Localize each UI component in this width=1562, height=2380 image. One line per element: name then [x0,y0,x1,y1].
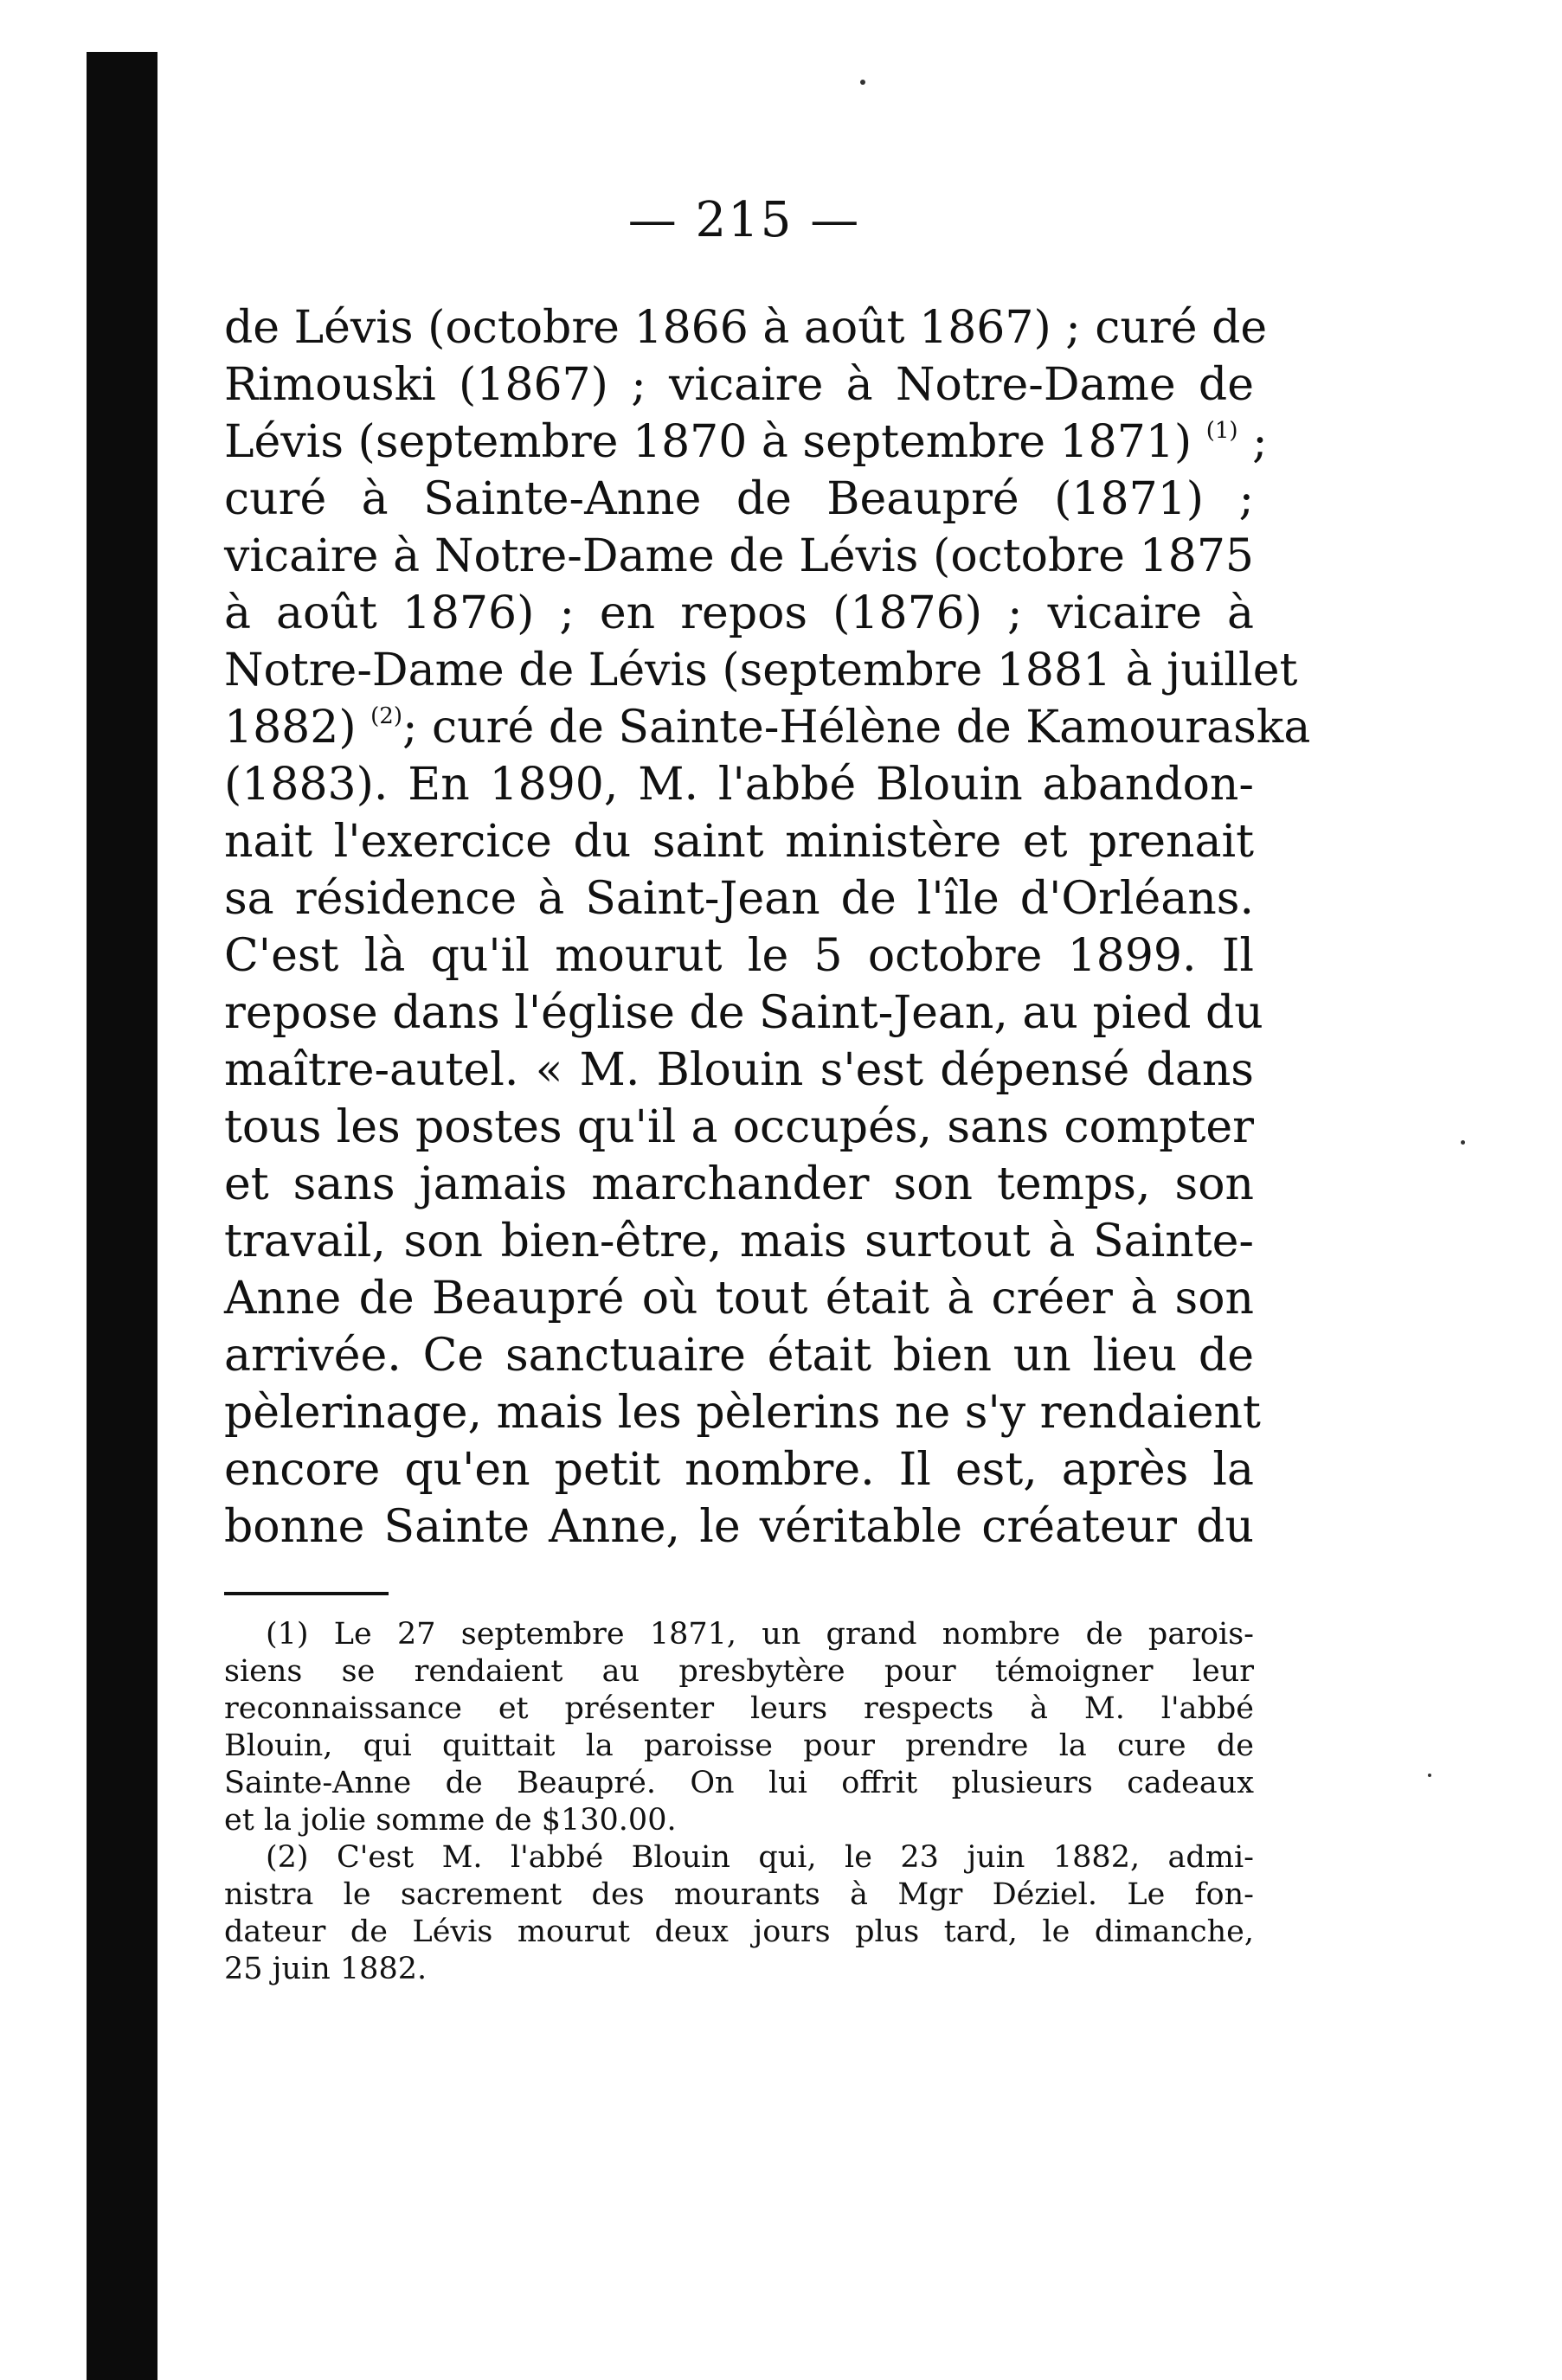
body-line: tous les postes qu'il a occupés, sans compter [224,1101,1254,1153]
footnote-line: (2) C'est M. l'abbé Blouin qui, le 23 juin 1882, admi- [266,1840,1254,1875]
body-line: maître-autel. « M. Blouin s'est dépensé dans [224,1044,1254,1096]
body-line: vicaire à Notre-Dame de Lévis (octobre 1875 [224,530,1254,582]
footnote-line: Sainte-Anne de Beaupré. On lui offrit plusieurs cadeaux [224,1766,1254,1800]
body-line: Rimouski (1867) ; vicaire à Notre-Dame de [224,359,1254,411]
body-line [224,699,1311,756]
binding-shadow [87,52,157,2380]
body-line [224,414,1268,471]
body-line: travail, son bien-être, mais surtout à Sainte- [224,1216,1254,1267]
footnote-2 [224,1839,1254,1988]
page-number-header: — 215 — [627,192,861,248]
body-line: à août 1876) ; en repos (1876) ; vicaire à [224,587,1254,639]
dust-speck [1428,1774,1431,1777]
footnote-line: Blouin, qui quittait la paroisse pour prendre la cure de [224,1729,1254,1763]
body-line: arrivée. Ce sanctuaire était bien un lieu de [224,1330,1254,1382]
body-line: Anne de Beaupré où tout était à créer à son [224,1273,1254,1325]
body-line-text: 1882) [224,702,357,754]
body-line: curé à Sainte-Anne de Beaupré (1871) ; [224,473,1254,525]
footnote-line: 25 juin 1882. [224,1952,427,1986]
footnote-line: dateur de Lévis mourut deux jours plus tard, le dimanche, [224,1915,1254,1949]
body-line: bonne Sainte Anne, le véritable créateur du [224,1501,1254,1553]
footnote-ref-1: (1) [1205,418,1238,444]
footnote-line: (1) Le 27 septembre 1871, un grand nombre de parois- [266,1617,1254,1652]
body-line: Notre-Dame de Lévis (septembre 1881 à juillet [224,645,1298,696]
body-line: et sans jamais marchander son temps, son [224,1158,1254,1210]
body-line: nait l'exercice du saint ministère et prenait [224,816,1254,868]
body-line-tail: ; curé de Sainte-Hélène de Kamouraska [402,702,1311,754]
footnote-line: reconnaissance et présenter leurs respects à M. l'abbé [224,1691,1254,1726]
body-line-tail: ; [1252,416,1268,468]
body-line: repose dans l'église de Saint-Jean, au pied du [224,987,1263,1039]
body-line-text: Lévis (septembre 1870 à septembre 1871) [224,416,1192,468]
dust-speck [1461,1140,1465,1145]
body-line: de Lévis (octobre 1866 à août 1867) ; curé de [224,302,1268,354]
footnote-line: nistra le sacrement des mourants à Mgr Déziel. Le fon- [224,1877,1254,1912]
footnote-divider [224,1592,389,1595]
footnote-1 [224,1616,1254,1839]
footnote-line: et la jolie somme de $130.00. [224,1803,677,1838]
body-paragraph [224,299,1311,1556]
body-line: pèlerinage, mais les pèlerins ne s'y rendaient [224,1387,1261,1439]
footnotes [224,1616,1254,1988]
dust-speck [860,80,865,85]
footnote-line: siens se rendaient au presbytère pour témoigner leur [224,1654,1254,1689]
body-line: sa résidence à Saint-Jean de l'île d'Orléans. [224,873,1254,925]
footnote-ref-2: (2) [370,703,402,729]
body-line: C'est là qu'il mourut le 5 octobre 1899. Il [224,930,1254,982]
body-line: encore qu'en petit nombre. Il est, après la [224,1444,1254,1496]
body-line: (1883). En 1890, M. l'abbé Blouin abandon- [224,759,1254,811]
